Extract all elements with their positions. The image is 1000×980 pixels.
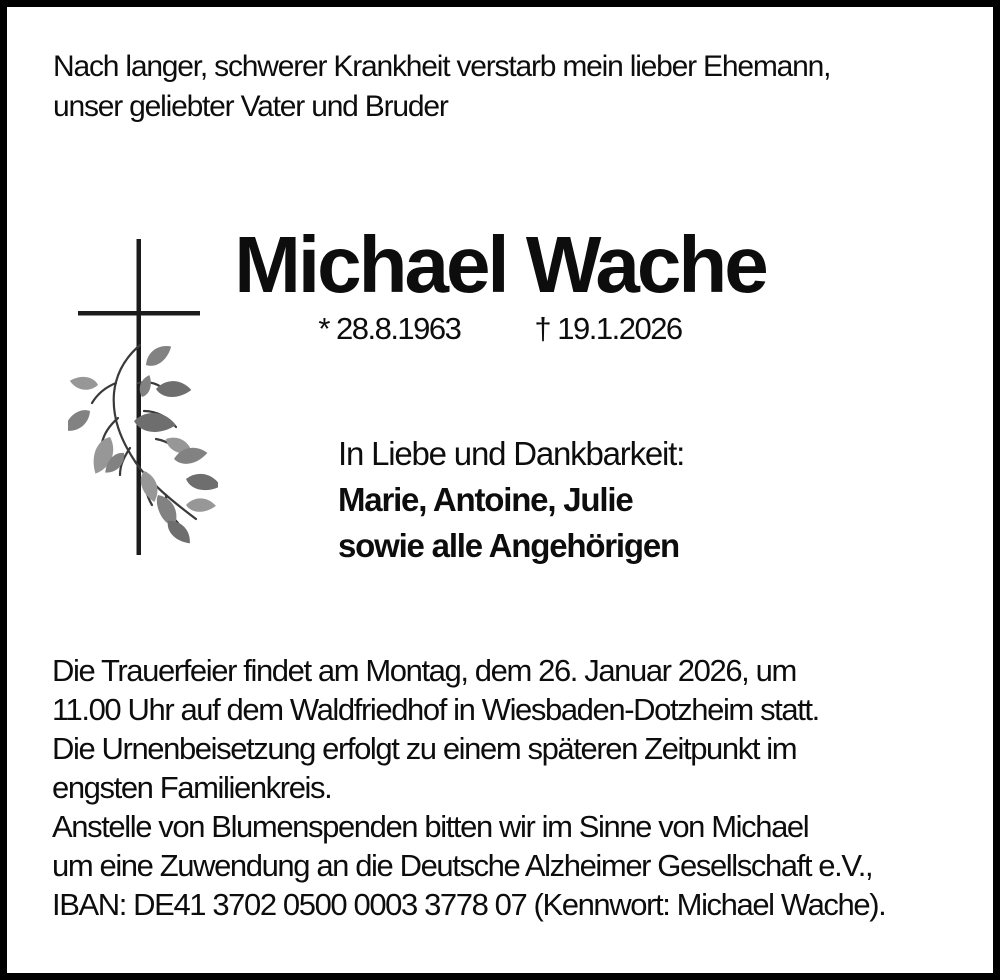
condolence-line-1: In Liebe und Dankbarkeit: [338, 435, 685, 472]
donation-line: Anstelle von Blumenspenden bitten wir im Sinne von Michael [52, 809, 809, 844]
intro-line-1: Nach langer, schwerer Krankheit verstarb mein lieber Ehemann, [53, 50, 831, 83]
funeral-line: engsten Familienkreis. [52, 770, 332, 805]
birth-date: * 28.8.1963 [318, 311, 461, 346]
funeral-line: Die Urnenbeisetzung erfolgt zu einem späteren Zeitpunkt im [52, 731, 797, 766]
intro-text [53, 47, 830, 127]
mourners-relatives: sowie alle Angehörigen [338, 527, 679, 564]
mourners-names: Marie, Antoine, Julie [338, 481, 633, 518]
leaf-branch-icon [92, 345, 196, 523]
condolence-block [338, 431, 684, 569]
life-dates [0, 311, 1000, 347]
death-date: † 19.1.2026 [534, 311, 682, 346]
intro-line-2: unser geliebter Vater und Bruder [53, 90, 448, 123]
donation-line: um eine Zuwendung an die Deutsche Alzheimer Gesellschaft e.V., [52, 848, 873, 883]
funeral-line: 11.00 Uhr auf dem Waldfriedhof in Wiesbaden-Dotzheim statt. [52, 692, 819, 727]
deceased-name: Michael Wache [234, 220, 766, 309]
funeral-details-block [52, 651, 885, 924]
iban-line: IBAN: DE41 3702 0500 0003 3778 07 (Kennwort: Michael Wache). [52, 887, 886, 922]
funeral-line: Die Trauerfeier findet am Montag, dem 26. Januar 2026, um [52, 653, 796, 688]
